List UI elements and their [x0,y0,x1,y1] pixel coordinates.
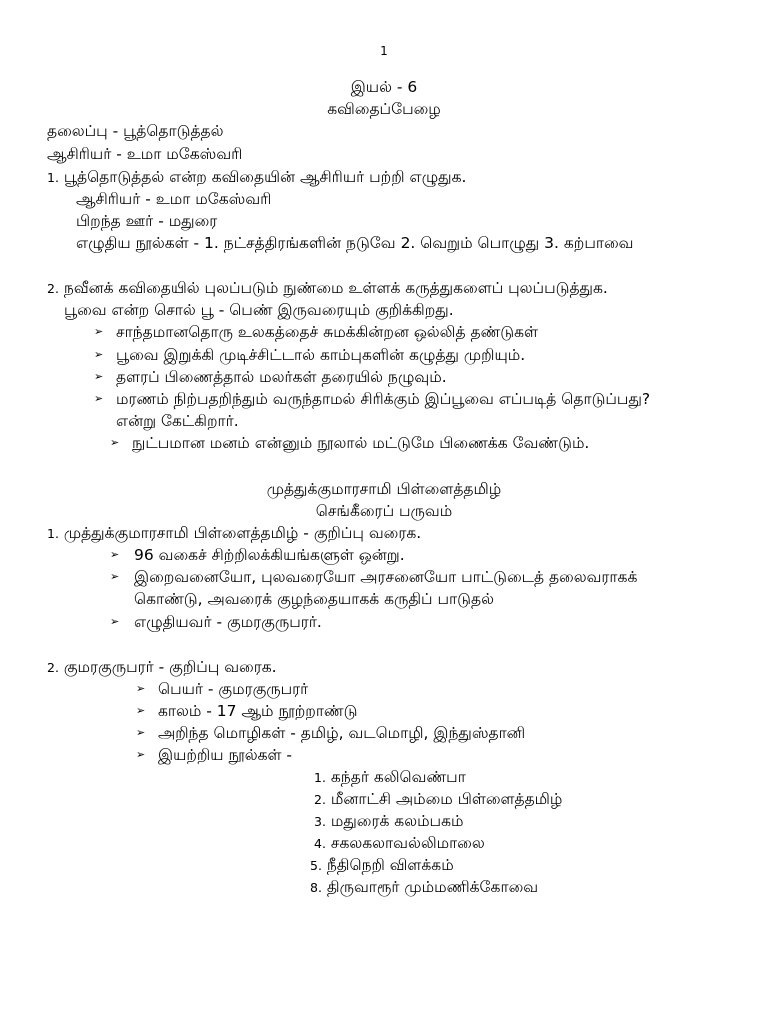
arrow-bullet-icon: ➢ [110,436,120,449]
question-2 [47,656,277,679]
lesson-heading: இயல் - 6 [350,78,418,96]
question-number: 1. [47,526,59,541]
arrow-bullet-icon: ➢ [110,548,120,561]
list-item: நுட்பமான மனம் என்னும் நூலால் மட்டுமே பிணைக்க வேண்டும். [132,434,590,452]
question-number: 2. [47,281,59,296]
works-item [314,788,562,811]
list-item: 96 வகைச் சிற்றிலக்கியங்களுள் ஒன்று. [134,546,405,564]
arrow-bullet-icon: ➢ [94,370,104,383]
question-number: 1. [47,170,59,185]
list-item: அறிந்த மொழிகள் - தமிழ், வடமொழி, இந்துஸ்தானி [158,724,526,742]
works-title: சகலகலாவல்லிமாலை [330,834,485,852]
works-title: கந்தர் கலிவெண்பா [330,768,466,786]
works-item [314,810,463,833]
page-number: 1 [380,44,388,58]
list-item: சாந்தமானதொரு உலகத்தைச் சுமக்கின்றன ஒல்லித் தண்டுகள் [116,323,539,341]
author-line: ஆசிரியர் - உமா மகேஸ்வரி [47,145,243,163]
section-title: முத்துக்குமாரசாமி பிள்ளைத்தமிழ் [266,480,502,498]
works-item [314,832,485,855]
arrow-bullet-icon: ➢ [94,325,104,338]
arrow-bullet-icon: ➢ [136,726,146,739]
works-number: 3. [314,814,326,829]
arrow-bullet-icon: ➢ [94,392,104,405]
works-item [310,876,538,899]
works-title: நீதிநெறி விளக்கம் [326,856,454,874]
question-number: 2. [47,660,59,675]
answer-line: எழுதிய நூல்கள் - 1. நட்சத்திரங்களின் நடுவே 2. வெறும் பொழுது 3. கற்பாவை [76,234,634,252]
works-number: 4. [314,836,326,851]
works-number: 5. [310,858,322,873]
section-subtitle: செங்கீரைப் பருவம் [315,502,453,520]
list-item-continuation: கொண்டு, அவரைக் குழந்தையாகக் கருதிப் பாடுதல் [134,590,494,608]
works-item [310,854,454,877]
question-text: பூத்தொடுத்தல் என்ற கவிதையின் ஆசிரியர் பற்றி எழுதுக. [63,168,467,186]
answer-line: பிறந்த ஊர் - மதுரை [76,212,218,230]
list-item: இயற்றிய நூல்கள் - [158,746,293,764]
question-text: முத்துக்குமாரசாமி பிள்ளைத்தமிழ் - குறிப்பு வரைக. [63,524,422,542]
arrow-bullet-icon: ➢ [136,704,146,717]
list-item: தளரப் பிணைத்தால் மலர்கள் தரையில் நழுவும். [116,368,447,386]
arrow-bullet-icon: ➢ [136,682,146,695]
intro-line: பூவை என்ற சொல் பூ - பெண் இருவரையும் குறிக்கிறது. [64,301,454,319]
question-text: குமரகுருபரர் - குறிப்பு வரைக. [63,658,277,676]
works-title: திருவாரூர் மும்மணிக்கோவை [326,878,539,896]
arrow-bullet-icon: ➢ [110,570,120,583]
list-item: பெயர் - குமரகுருபரர் [158,680,309,698]
question-1 [47,522,421,545]
list-item-continuation: என்று கேட்கிறார். [116,412,239,430]
answer-line: ஆசிரியர் - உமா மகேஸ்வரி [76,190,272,208]
works-title: மதுரைக் கலம்பகம் [330,812,464,830]
arrow-bullet-icon: ➢ [136,748,146,761]
question-2 [47,277,608,300]
works-title: மீனாட்சி அம்மை பிள்ளைத்தமிழ் [330,790,563,808]
question-1 [47,166,466,189]
arrow-bullet-icon: ➢ [94,348,104,361]
list-item: இறைவனையோ, புலவரையோ அரசனையோ பாட்டுடைத் தலைவராகக் [134,568,638,586]
works-number: 8. [310,880,322,895]
works-item [314,766,466,789]
works-number: 2. [314,792,326,807]
poem-section-title: கவிதைப்பேழை [327,100,441,118]
arrow-bullet-icon: ➢ [110,615,120,628]
topic-line: தலைப்பு - பூத்தொடுத்தல் [47,122,224,140]
list-item: மரணம் நிற்பதறிந்தும் வருந்தாமல் சிரிக்கும் இப்பூவை எப்படித் தொடுப்பது? [116,390,651,408]
list-item: காலம் - 17 ஆம் நூற்றாண்டு [158,702,358,720]
works-number: 1. [314,770,326,785]
question-text: நவீனக் கவிதையில் புலப்படும் நுண்மை உள்ளக் கருத்துகளைப் புலப்படுத்துக. [63,279,608,297]
list-item: பூவை இறுக்கி முடிச்சிட்டால் காம்புகளின் கழுத்து முறியும். [116,346,526,364]
list-item: எழுதியவர் - குமரகுருபரர். [134,613,322,631]
